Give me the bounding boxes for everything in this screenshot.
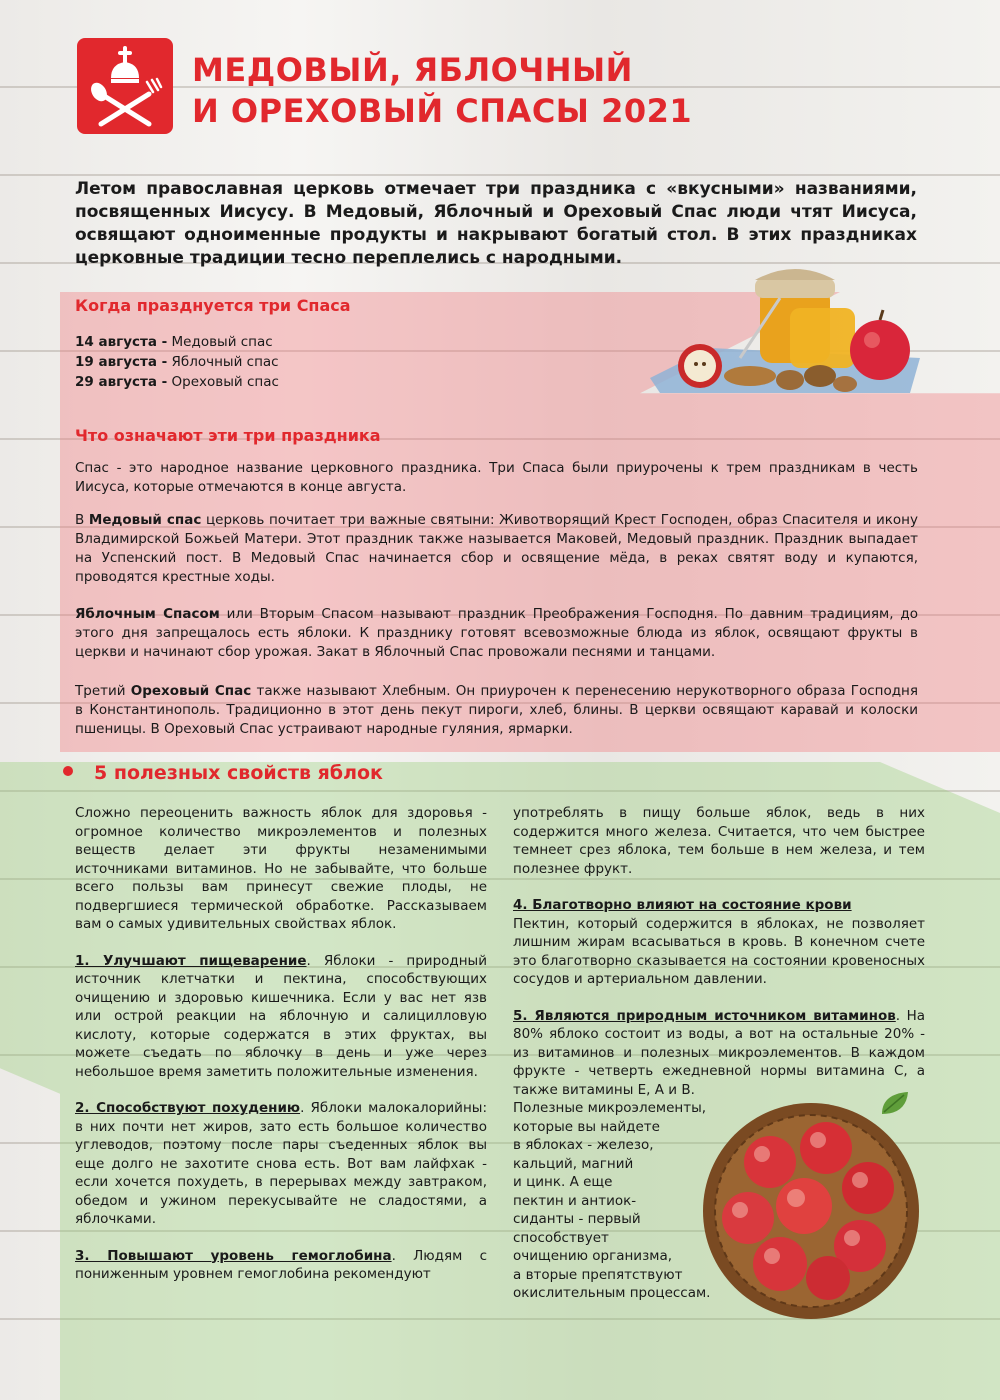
section-bullet bbox=[63, 766, 73, 776]
meaning-paragraph-1: Спас - это народное название церковного праздника. Три Спаса были приурочены к трем праздникам в честь Иисуса, которые отмечаются в конце августа. bbox=[75, 460, 918, 495]
apples-left-column bbox=[75, 804, 487, 1284]
page-title bbox=[192, 50, 912, 132]
property-1: 1. Улучшают пищеварение. Яблоки - природный источник клетчатки и пектина, способствующих очищению и здоровью кишечника. Если у вас нет язв или острой реакции на яблочную и салицилловую кислоту, которые содержатся в этих фруктах, вы можете съедать по яблочку в день и уже через небольшое время заметить положительные изменения. bbox=[75, 952, 487, 1080]
date-item: 19 августа - Яблочный спас bbox=[75, 354, 279, 370]
dates-list bbox=[75, 332, 279, 392]
property-5-tail: Полезные микроэлементы, которые вы найдете в яблоках - железо, кальций, магний и цинк. А еще пектин и антиок- сиданты - первый способствует очищению организма, а вторые препятствуют окислительным процессам. bbox=[513, 1100, 711, 1301]
apple-basket-image bbox=[700, 1100, 922, 1322]
property-4: 4. Благотворно влияют на состояние крови Пектин, который содержится в яблоках, не позволяет лишним жирам всасываться в кровь. В конечном счете это благотворно сказывается на состоянии кровеносных сосудов и артериальном давлении. bbox=[513, 897, 925, 987]
meaning-paragraph-2: В Медовый спас церковь почитает три важные святыни: Животворящий Крест Господен, образ Спасителя и икону Владимирской Божьей Матери. Этот праздник также называется Маковей, Медовый праздник. Праздник выпадает на Успенский пост. В Медовый Спас начинается сбор и освящение мёда, в реках святят воду и купаются, проводятся крестные ходы. bbox=[75, 512, 918, 585]
property-2: 2. Способствуют похудению. Яблоки малокалорийны: в них почти нет жиров, зато есть большое количество углеводов, поэтому после пары съеденных яблок вы еще долго не захотите снова есть. Вот вам лайфхак - если хочется похудеть, в перерывах между завтраком, обедом и ужином перекусывайте не сладостями, а яблочками. bbox=[75, 1100, 487, 1227]
date-item: 14 августа - Медовый спас bbox=[75, 334, 273, 350]
property-5: 5. Являются природным источником витаминов. На 80% яблоко состоит из воды, а вот на остальные 20% - из витаминов и полезных микроэлементов. В каждом фрукте - четверть ежедневной нормы витамина С, а также витамины Е, А и В. bbox=[513, 1007, 925, 1098]
meaning-paragraph-4: Третий Ореховый Спас также называют Хлебным. Он приурочен к перенесению нерукотворного образа Господня в Константинополь. Традиционно в этот день пекут пироги, хлеб, блины. В церкви освящают каравай и колоски пшеницы. В Ореховый Спас устраивают народные гуляния, ярмарки. bbox=[75, 683, 919, 737]
intro-paragraph: Летом православная церковь отмечает три праздника с «вкусными» названиями, посвященных Иисусу. В Медовый, Яблочный и Ореховый Спас люди чтят Иисуса, освящают одноименные продукты и накрывают богатый стол. В этих праздниках церковные традиции тесно переплелись с народными. bbox=[75, 179, 917, 268]
apples-heading: 5 полезных свойств яблок bbox=[94, 762, 383, 784]
property-3-continued: употреблять в пищу больше яблок, ведь в них содержится много железа. Считается, что чем быстрее темнеет срез яблока, тем больше в нем железа, и тем полезнее фрукт. bbox=[513, 805, 925, 877]
honey-apples-nuts-image bbox=[630, 258, 930, 398]
dates-heading: Когда празднуется три Спаса bbox=[75, 296, 351, 315]
title-line-2: И ОРЕХОВЫЙ СПАСЫ 2021 bbox=[192, 92, 693, 130]
apples-intro: Сложно переоценить важность яблок для здоровья - огромное количество микроэлементов и полезных веществ делает эти фрукты незаменимыми источниками витаминов. Но не забывайте, что больше всего пользы вам принесут свежие плоды, не подвергшиеся термической обработке. Рассказываем вам о самых удивительных свойствах яблок. bbox=[75, 805, 487, 932]
meaning-paragraph-3: Яблочным Спасом или Вторым Спасом называют праздник Преображения Господня. По давним традициям, до этого дня запрещалось есть яблоки. К празднику готовят всевозможные блюда из яблок, освящают фрукты в церкви и начинают сбор урожая. Закат в Яблочный Спас провожали песнями и танцами. bbox=[75, 606, 918, 660]
church-fork-spoon-icon bbox=[77, 38, 173, 134]
title-line-1: МЕДОВЫЙ, ЯБЛОЧНЫЙ bbox=[192, 51, 633, 89]
property-3: 3. Повышают уровень гемоглобина. Людям с пониженным уровнем гемоглобина рекомендуют bbox=[75, 1247, 487, 1282]
date-item: 29 августа - Ореховый спас bbox=[75, 374, 279, 390]
meaning-heading: Что означают эти три праздника bbox=[75, 426, 381, 445]
